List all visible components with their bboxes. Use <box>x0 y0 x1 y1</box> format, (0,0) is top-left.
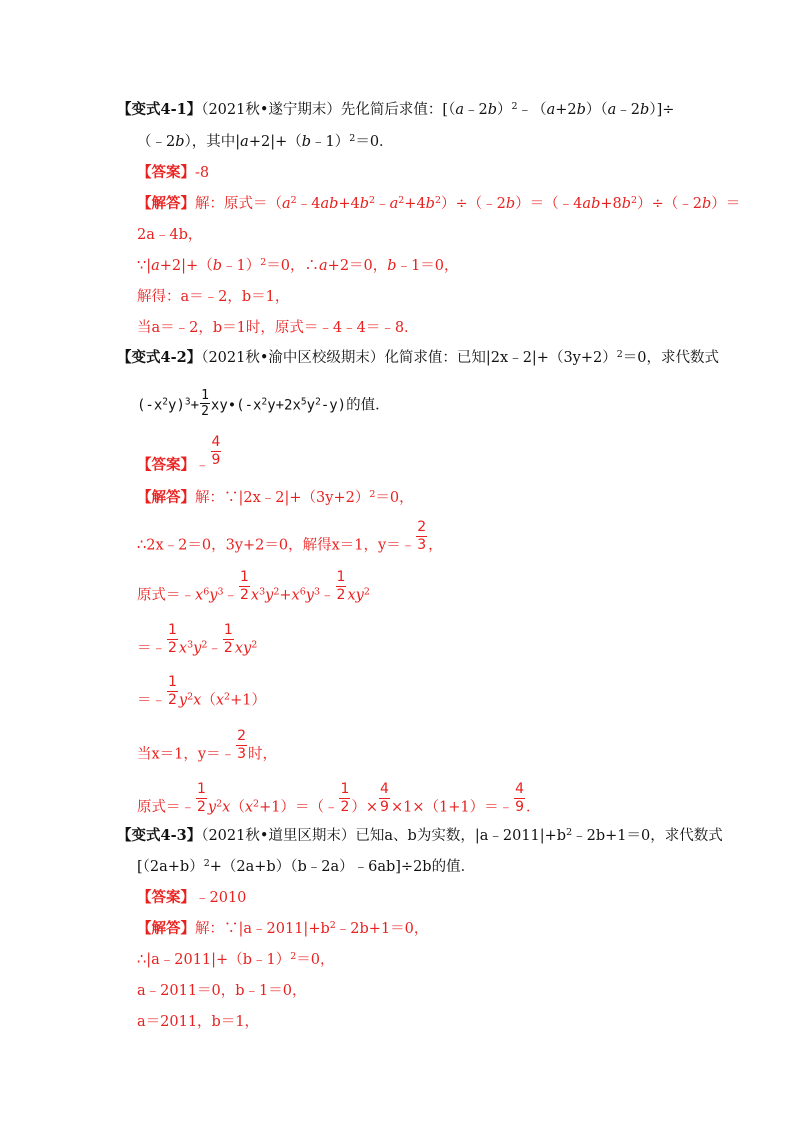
problem-4-3-line-1: 【变式4-3】（2021秋•道里区期末）已知a、b为实数，$|a﹣2011|+b^2﹣2b+1=0$，求代数式 <box>117 827 723 844</box>
solution-4-1-line-5: 当a＝﹣2，b＝1时，原式＝﹣4﹣4＝﹣8． <box>137 320 419 336</box>
solution-4-3-line-2: ∴|a﹣2011|+（b﹣1）$^2$＝0， <box>137 951 335 968</box>
solution-4-2-line-6: 当x＝1，y＝﹣ $\frac{2}{3}$ 时， <box>137 728 278 763</box>
solution-4-1-line-2: 2a﹣4b， <box>137 227 203 243</box>
solution-4-1-line-3: ∵|a+2|+（b﹣1）$^2$＝0，∴a+2＝0，b﹣1＝0， <box>137 257 459 274</box>
answer-4-2: 【答案】﹣ $\frac{4}{9}$ <box>137 434 221 474</box>
solution-4-2-line-2: ∴2x﹣2＝0，3y+2＝0，解得x＝1，y＝﹣ $\frac{2}{3}$ ， <box>137 519 443 554</box>
problem-tag: 【变式4-1】 <box>117 101 202 118</box>
solution-4-3-line-3: a﹣2011＝0，b﹣1＝0， <box>137 983 307 999</box>
problem-4-1-line-2: （﹣2b），其中|a+2|+（b﹣1）$^2$＝0． <box>137 133 394 150</box>
solution-4-1-line-4: 解得：a＝﹣2，b＝1， <box>137 289 290 305</box>
problem-4-2-line-1: 【变式4-2】（2021秋•渝中区校级期末）化简求值：已知$|2x﹣2|+(3y+2)^2=0$，求代数式 <box>117 349 720 366</box>
problem-4-1-line-1: 【变式4-1】（2021秋•遂宁期末）先化简后求值：[（a﹣2b）$^2$﹣（a+2b）（a﹣2b）]÷ <box>117 101 675 118</box>
answer-value: -8 <box>195 165 210 181</box>
answer-4-3: 【答案】﹣2010 <box>137 889 247 906</box>
answer-fraction: $\frac{4}{9}$ <box>211 434 221 468</box>
solution-4-1-line-1: 【解答】解：原式$=(a^2﹣4ab+4b^2﹣a^2+4b^2)\div(﹣2b)=(﹣4ab+8b^2)\div(﹣2b)=$ <box>137 195 741 212</box>
solution-4-3-line-1: 【解答】解：$\because|a﹣2011|+b^2﹣2b+1=0$， <box>137 920 429 937</box>
problem-tag: 【变式4-3】 <box>117 827 202 844</box>
answer-4-1: 【答案】-8 <box>137 164 210 181</box>
solution-4-2-line-3: 原式$=﹣x^6y^3﹣$ $\frac{1}{2}$ $x^3y^2+x^6y^3﹣$ $\frac{1}{2}$ $xy^2$ <box>137 569 370 604</box>
solution-4-3-line-4: a＝2011，b＝1， <box>137 1014 260 1030</box>
problem-4-2-formula: $(-x^2y)^3+$ $\frac{1}{2}$ $xy•(-x^2y+2x^5y^2-y)$的值． <box>137 388 390 419</box>
solution-4-2-line-5: ＝﹣ $\frac{1}{2}$ $y^2x(x^2+1)$ <box>137 674 266 709</box>
solution-4-2-line-7: 原式＝﹣ $\frac{1}{2}$ $y^2x(x^2+1)=(﹣$ $\frac{1}{2}$ ）× $\frac{4}{9}$ ×1×（1+1）＝﹣ $\frac{4}{9}$ ． <box>137 781 541 816</box>
problem-4-3-line-2: $[(2a+b)^2+(2a+b)(b﹣2a)﹣6ab]\div 2b$的值． <box>137 858 476 875</box>
solution-4-2-line-1: 【解答】解：$\because|2x﹣2|+(3y+2)^2=0$， <box>137 489 414 506</box>
solution-4-2-line-4: ＝﹣ $\frac{1}{2}$ $x^3y^2﹣$ $\frac{1}{2}$ $xy^2$ <box>137 622 258 657</box>
answer-value: ﹣2010 <box>195 890 247 906</box>
problem-tag: 【变式4-2】 <box>117 349 202 366</box>
